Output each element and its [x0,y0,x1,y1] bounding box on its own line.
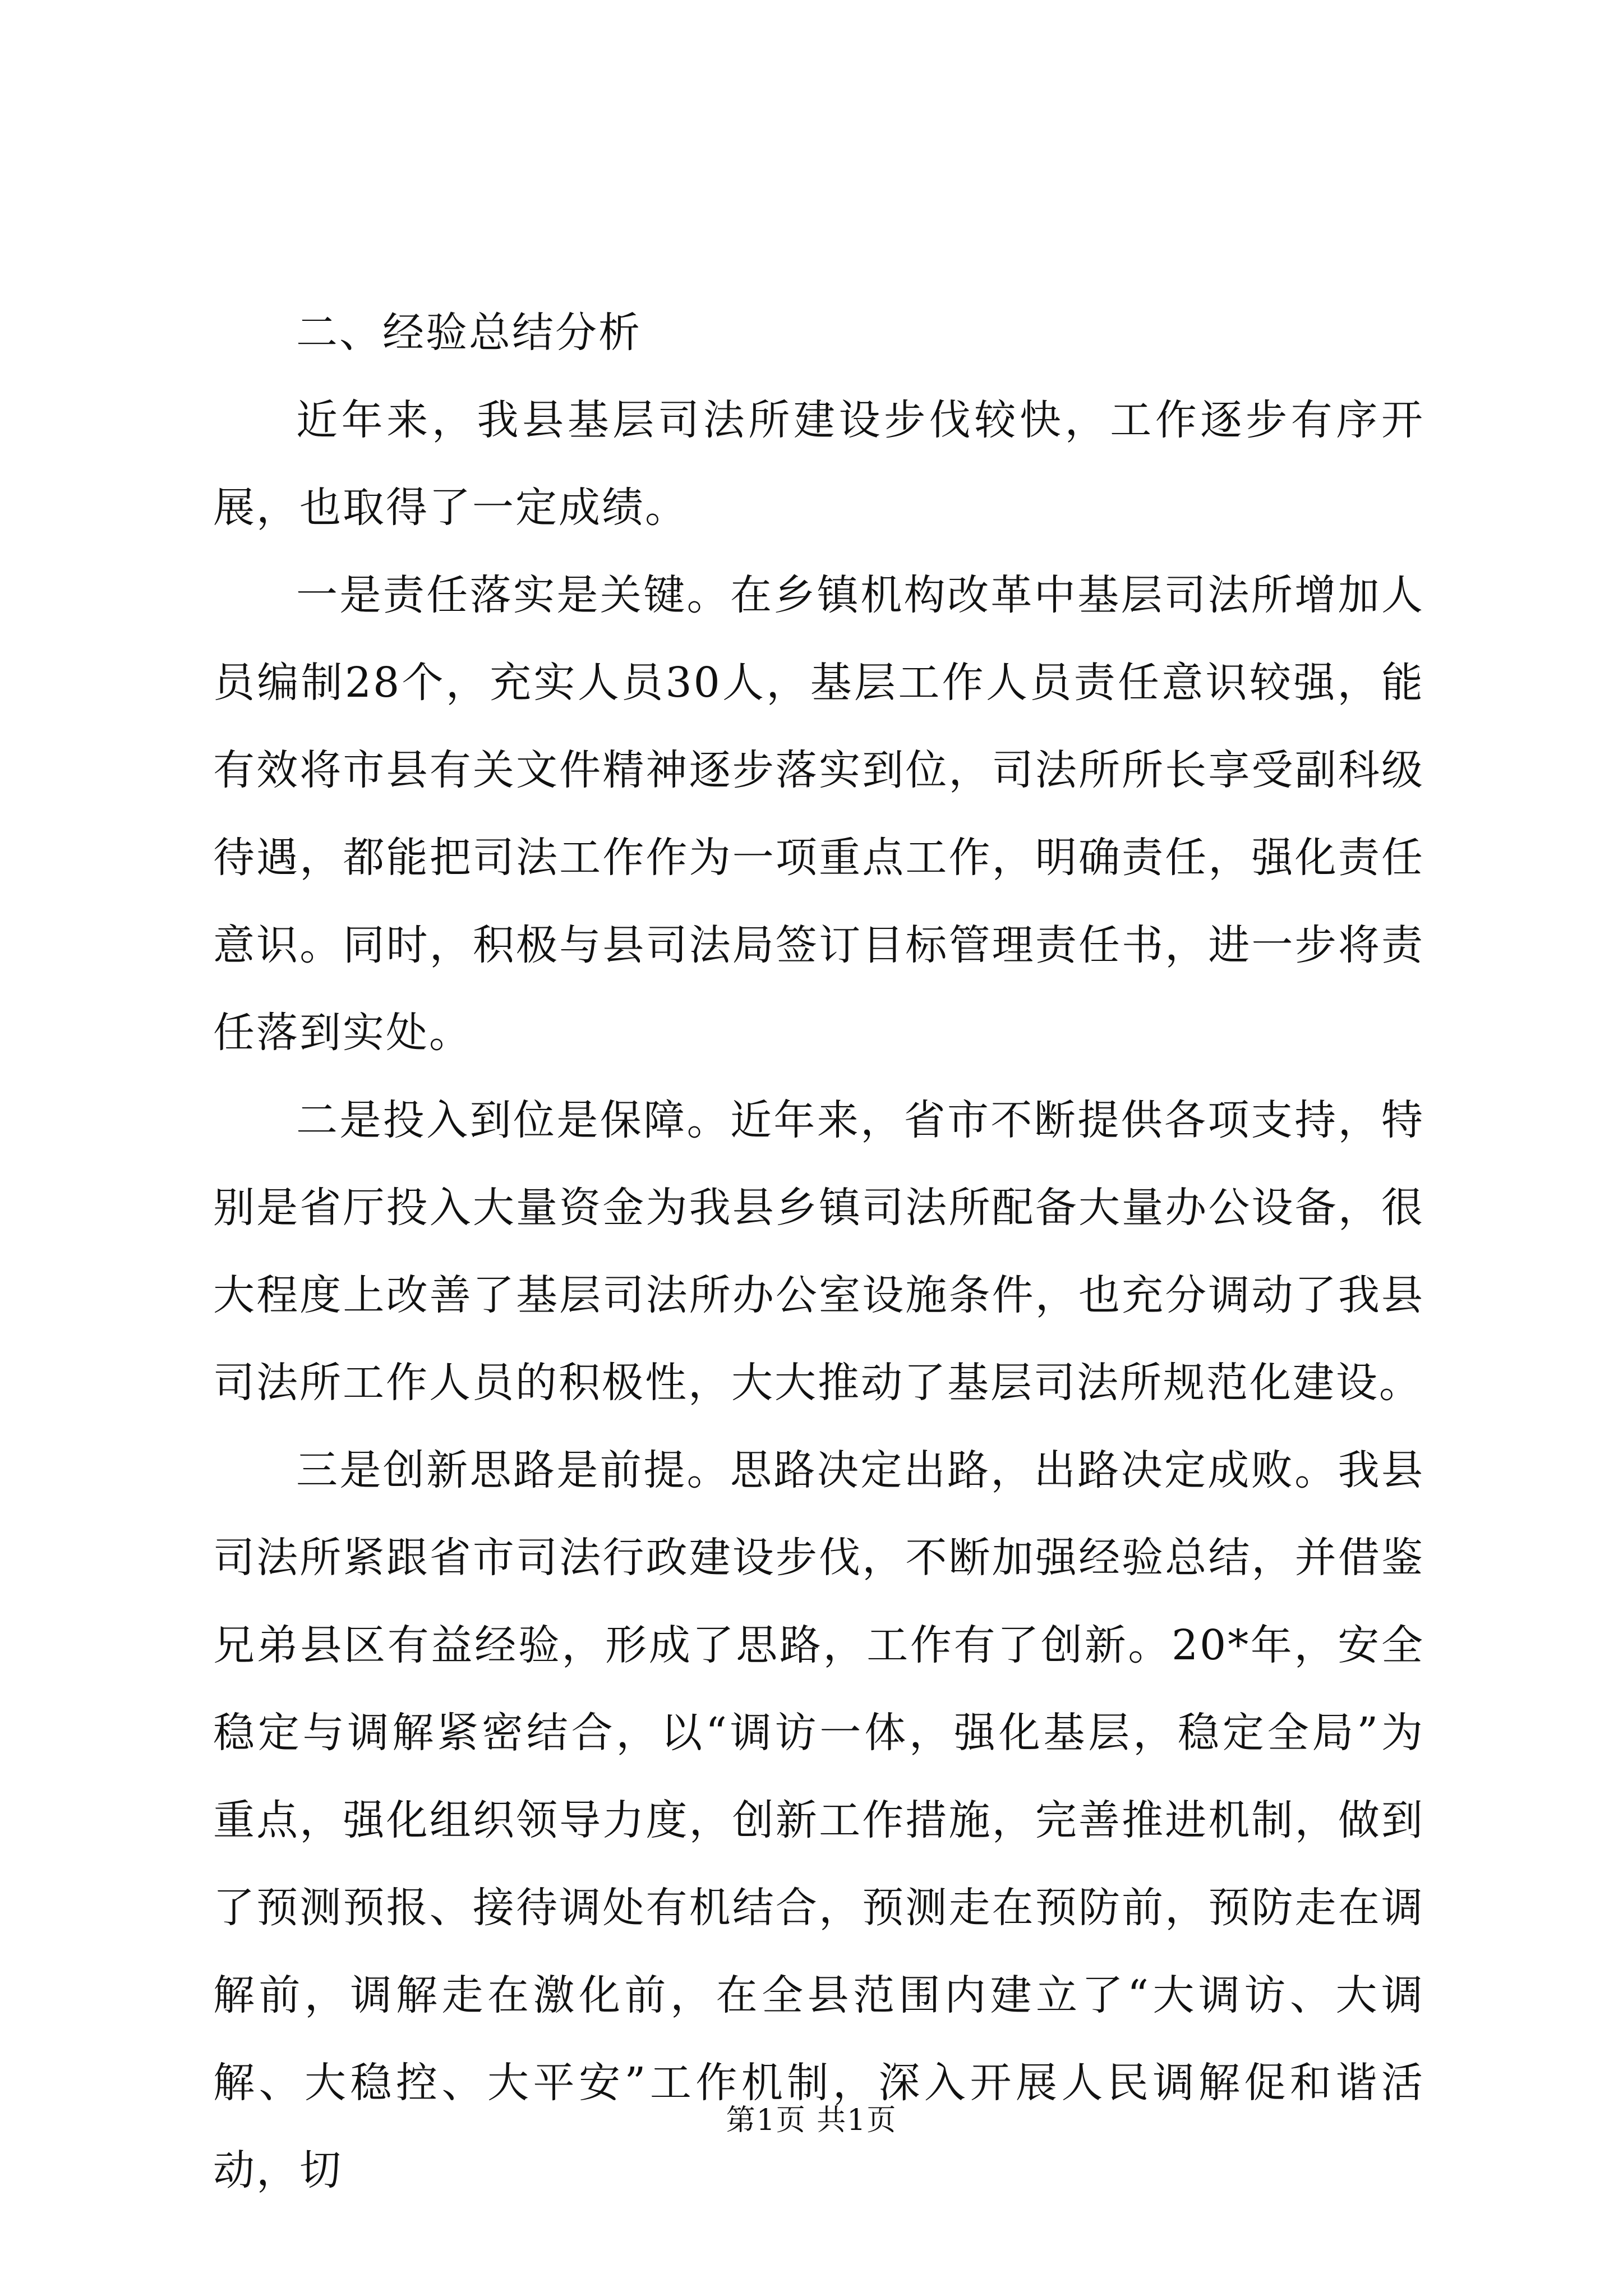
paragraph-investment: 二是投入到位是保障。近年来，省市不断提供各项支持，特别是省厅投入大量资金为我县乡镇司法所配备大量办公设备，很大程度上改善了基层司法所办公室设施条件，也充分调动了我县司法所工作人员的积极性，大大推动了基层司法所规范化建设。 [213,1096,1424,1407]
paragraph-responsibility: 一是责任落实是关键。在乡镇机构改革中基层司法所增加人员编制28个，充实人员30人，基层工作人员责任意识较强，能有效将市县有关文件精神逐步落实到位，司法所所长享受副科级待遇，都能把司法工作作为一项重点工作，明确责任，强化责任意识。同时，积极与县司法局签订目标管理责任书，进一步将责任落到实处。 [213,571,1424,1057]
paragraph-intro: 近年来，我县基层司法所建设步伐较快，工作逐步有序开展，也取得了一定成绩。 [213,396,1424,532]
section-heading: 二、经验总结分析 [296,309,642,357]
paragraph-innovation: 三是创新思路是前提。思路决定出路，出路决定成败。我县司法所紧跟省市司法行政建设步伐，不断加强经验总结，并借鉴兄弟县区有益经验，形成了思路，工作有了创新。20*年，安全稳定与调解紧密结合，以“调访一体，强化基层，稳定全局”为重点，强化组织领导力度，创新工作措施，完善推进机制，做到了预测预报、接待调处有机结合，预测走在预防前，预防走在调解前，调解走在激化前，在全县范围内建立了“大调访、大调解、大稳控、大平安”工作机制，深入开展人民调解促和谐活动，切 [213,1446,1424,2194]
page-footer: 第1页 共1页 [726,2104,897,2137]
document-body [213,289,1424,2214]
